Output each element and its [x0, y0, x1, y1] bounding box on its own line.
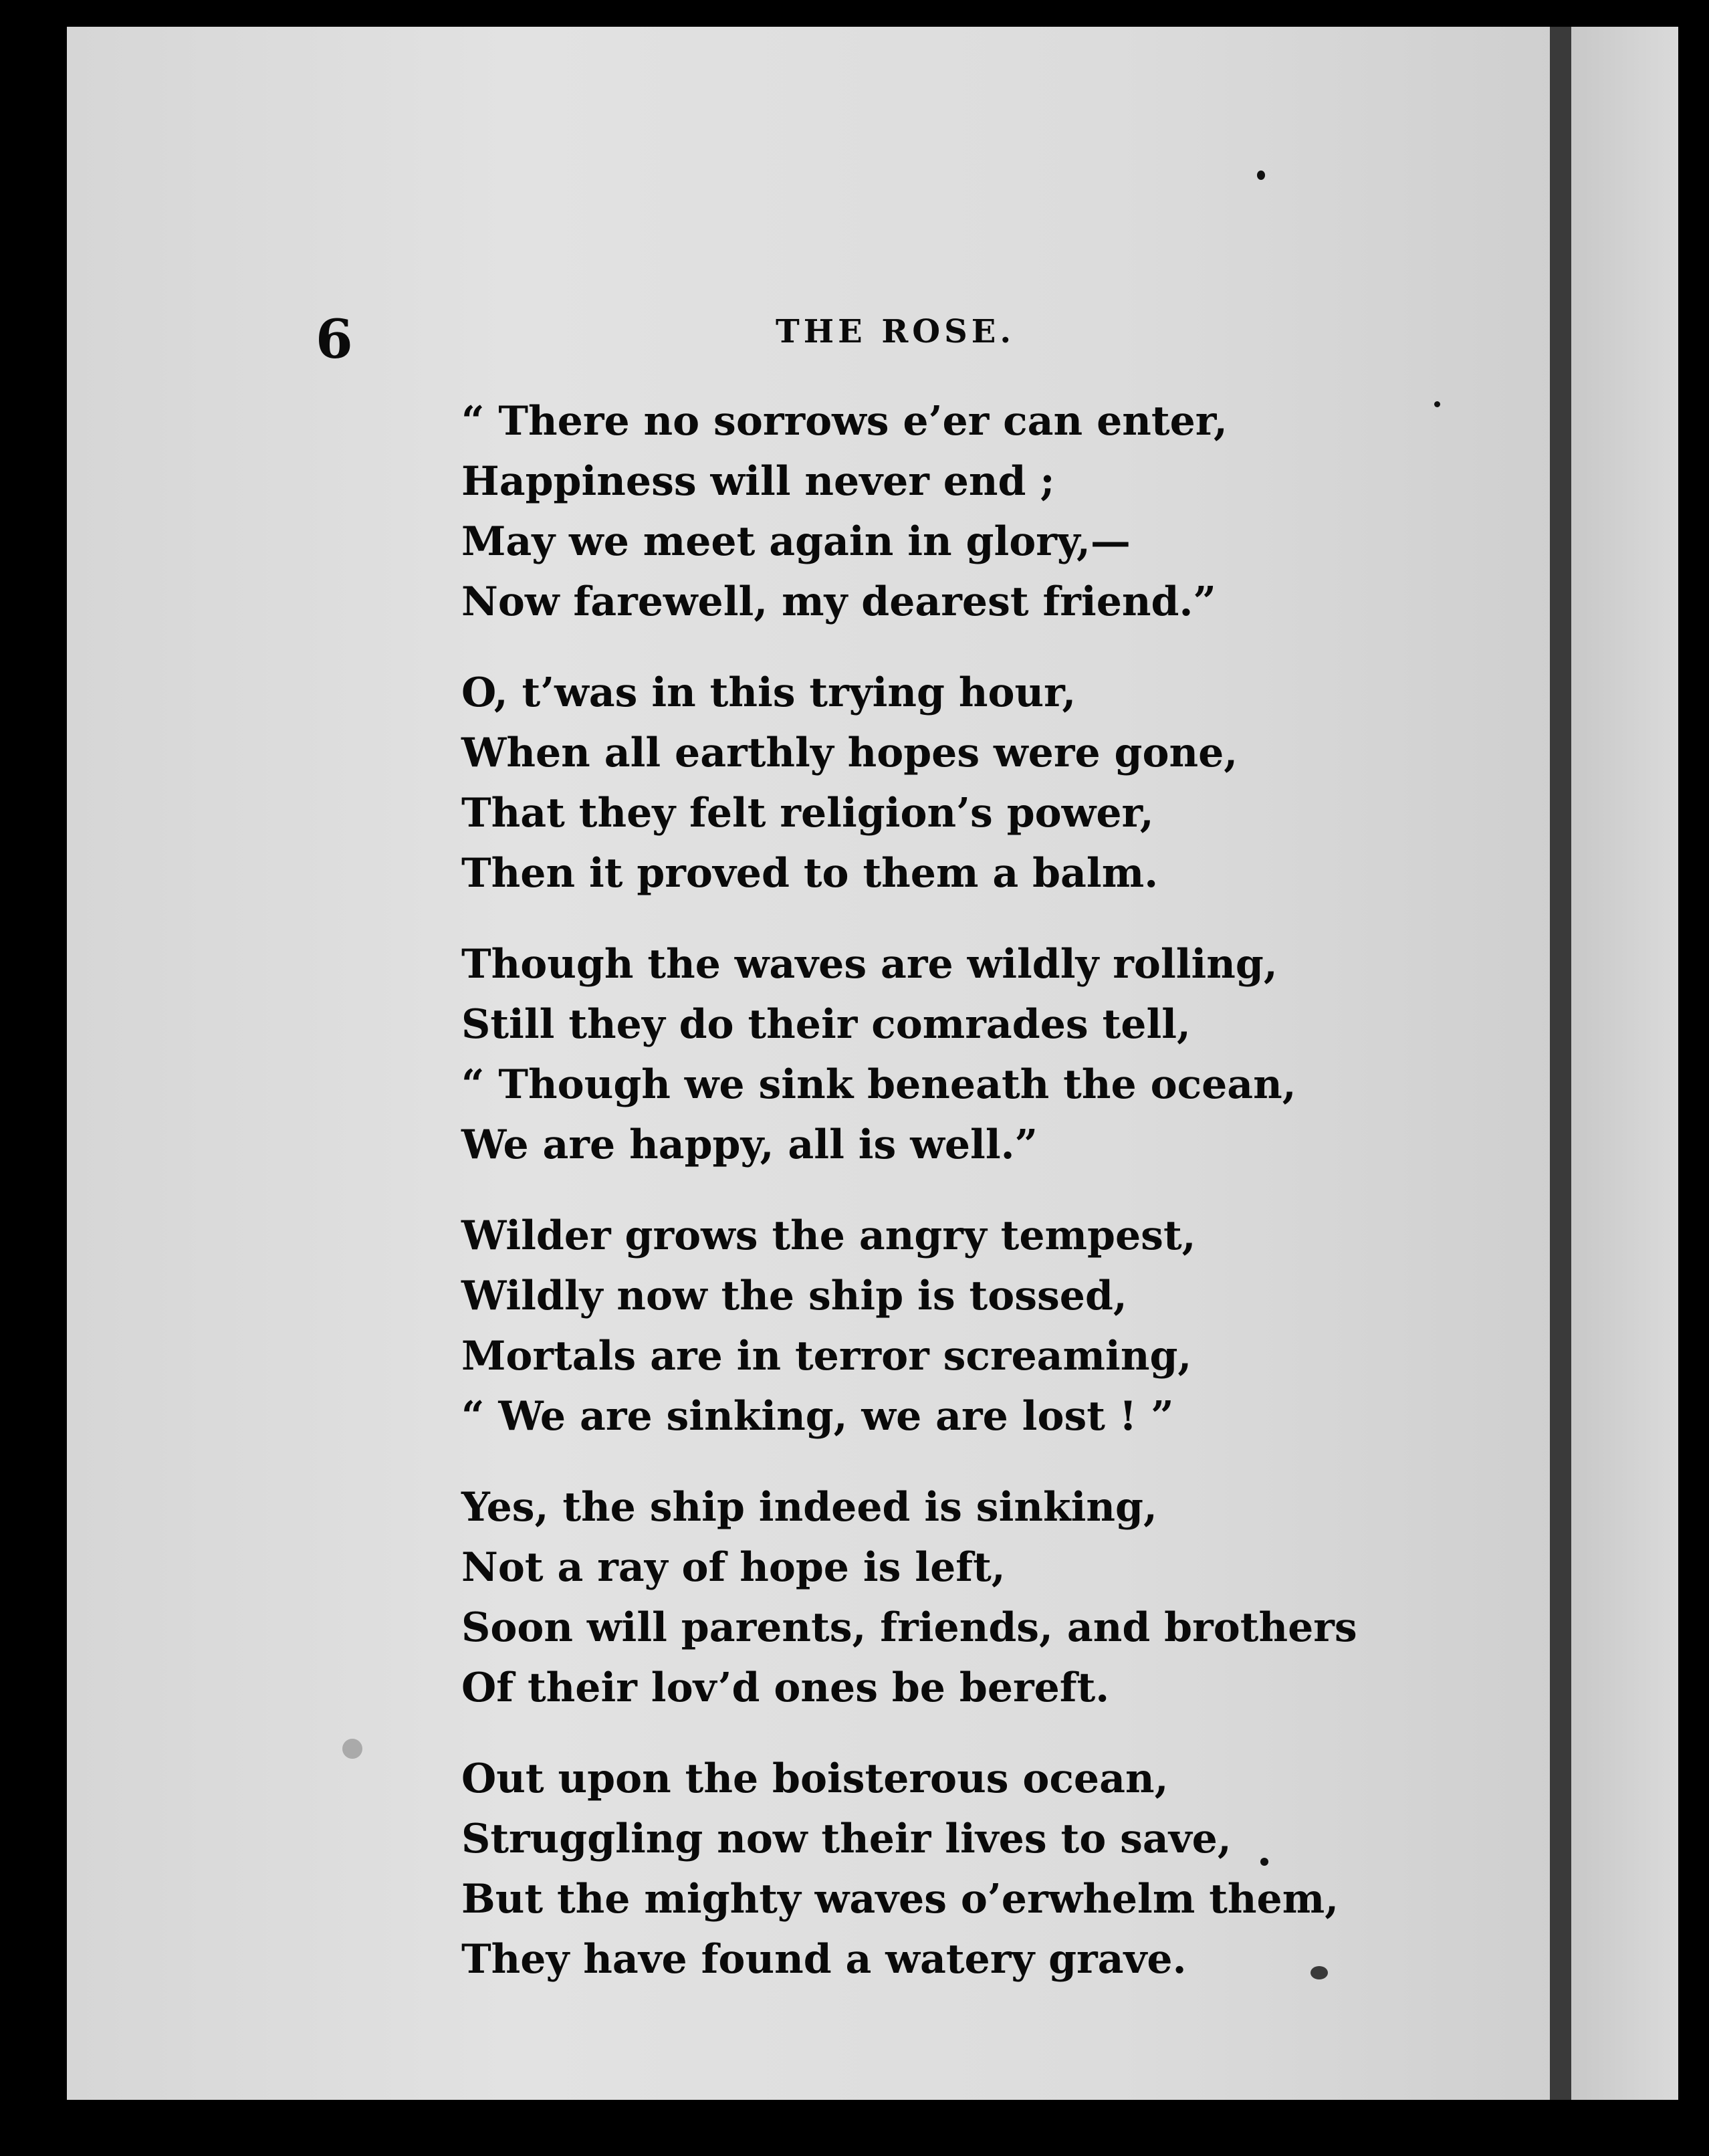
poem-line: Wildly now the ship is tossed,	[461, 1273, 1127, 1319]
stanza	[461, 934, 1531, 1175]
stanza	[461, 391, 1531, 632]
ink-speck	[1311, 1966, 1328, 1979]
poem-line: “ Though we sink beneath the ocean,	[461, 1061, 1296, 1108]
stanza	[461, 1477, 1531, 1718]
poem-line: But the mighty waves o’erwhelm them,	[461, 1876, 1339, 1923]
ink-speck	[342, 1739, 362, 1759]
stanza	[461, 663, 1531, 903]
poem-line: May we meet again in glory,—	[461, 518, 1131, 565]
poem-line: They have found a watery grave.	[461, 1936, 1187, 1983]
ink-speck	[1257, 171, 1265, 180]
stanza	[461, 1749, 1531, 1989]
poem-line: That they felt religion’s power,	[461, 790, 1154, 837]
poem-line: When all earthly hopes were gone,	[461, 730, 1238, 776]
poem-line: “ There no sorrows e’er can enter,	[461, 398, 1228, 445]
book-gutter	[1550, 27, 1571, 2100]
running-head: THE ROSE.	[776, 313, 1016, 350]
poem-line: Yes, the ship indeed is sinking,	[461, 1484, 1157, 1531]
poem-line: Still they do their comrades tell,	[461, 1001, 1191, 1048]
poem-line: Struggling now their lives to save,	[461, 1816, 1232, 1862]
poem-line: Then it proved to them a balm.	[461, 850, 1159, 897]
poem-line: Soon will parents, friends, and brothers	[461, 1604, 1357, 1651]
poem-line: Out upon the boisterous ocean,	[461, 1755, 1169, 1802]
ink-speck	[1434, 401, 1440, 407]
poem	[461, 391, 1531, 2020]
poem-line: Not a ray of hope is left,	[461, 1544, 1006, 1591]
book-page	[67, 27, 1558, 2100]
facing-page-edge	[1571, 27, 1678, 2100]
page-number: 6	[316, 308, 353, 370]
poem-line: Happiness will never end ;	[461, 458, 1055, 505]
poem-line: Of their lov’d ones be bereft.	[461, 1664, 1110, 1711]
poem-line: Mortals are in terror screaming,	[461, 1333, 1192, 1380]
poem-line: We are happy, all is well.”	[461, 1121, 1038, 1168]
poem-line: O, t’was in this trying hour,	[461, 669, 1076, 716]
poem-line: “ We are sinking, we are lost ! ”	[461, 1393, 1174, 1440]
ink-speck	[1260, 1858, 1268, 1866]
poem-line: Now farewell, my dearest friend.”	[461, 578, 1216, 625]
poem-line: Though the waves are wildly rolling,	[461, 941, 1278, 988]
page-header	[67, 281, 1558, 370]
poem-line: Wilder grows the angry tempest,	[461, 1212, 1196, 1259]
stanza	[461, 1206, 1531, 1446]
